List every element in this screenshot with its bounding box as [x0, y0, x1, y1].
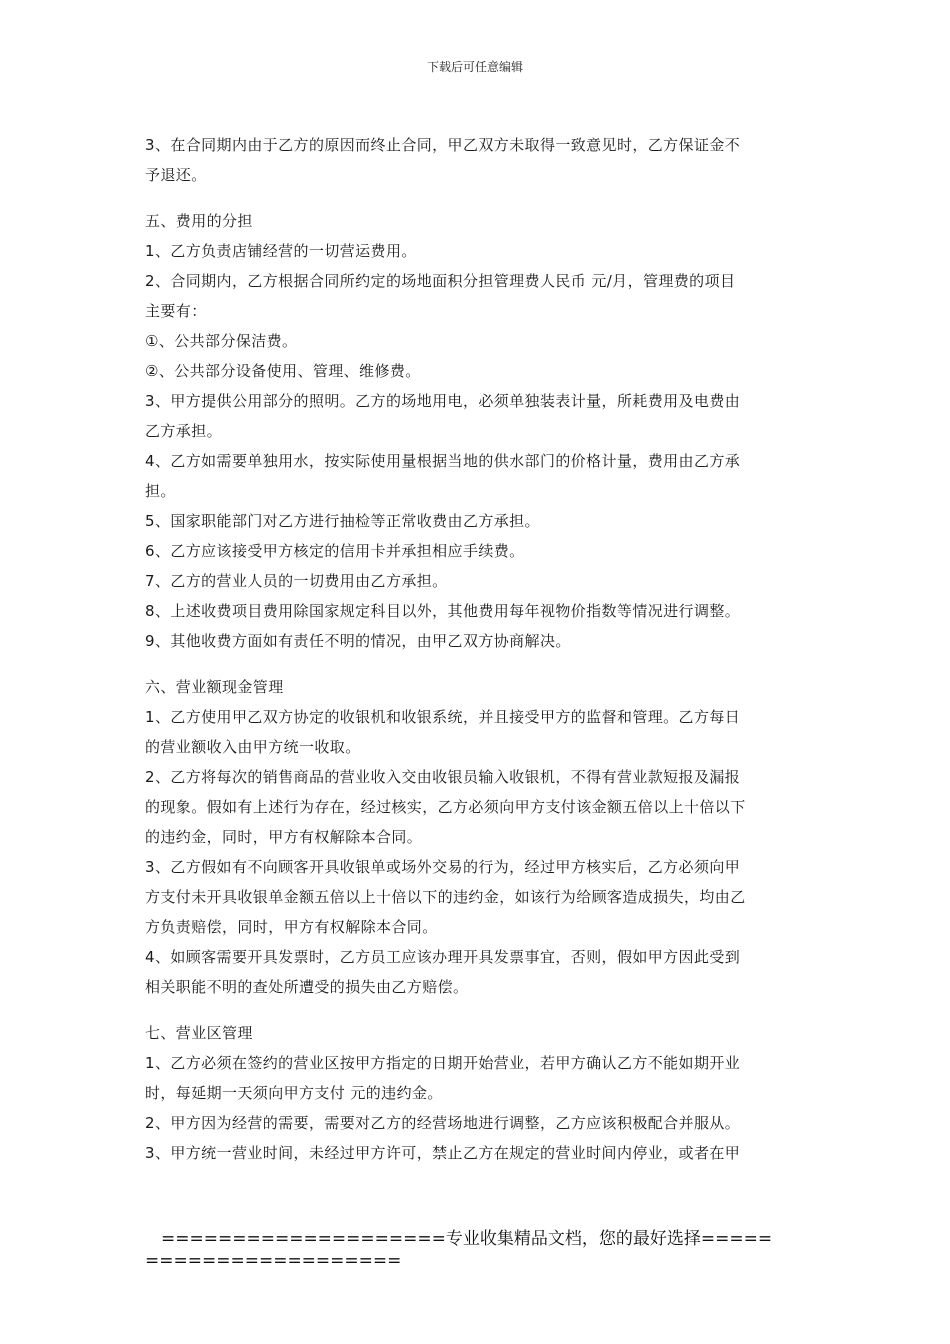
paragraph-gap	[145, 190, 805, 206]
document-line: 相关职能不明的查处所遭受的损失由乙方赔偿。	[145, 978, 469, 996]
footer-line-2: ==================	[145, 1251, 402, 1271]
document-line: 8、上述收费项目费用除国家规定科目以外，其他费用每年视物价指数等情况进行调整。	[145, 602, 741, 620]
document-line: 担。	[145, 482, 176, 500]
document-line: 3、在合同期内由于乙方的原因而终止合同，甲乙双方未取得一致意见时，乙方保证金不	[145, 136, 741, 154]
document-line: 五、费用的分担	[145, 212, 253, 230]
document-line: 9、其他收费方面如有责任不明的情况，由甲乙双方协商解决。	[145, 632, 571, 650]
document-line: 方支付未开具收银单金额五倍以上十倍以下的违约金，如该行为给顾客造成损失，均由乙	[145, 888, 746, 906]
document-line: 4、乙方如需要单独用水，按实际使用量根据当地的供水部门的价格计量，费用由乙方承	[145, 452, 741, 470]
document-line: 主要有：	[145, 302, 207, 320]
document-line: 乙方承担。	[145, 422, 223, 440]
document-line: 七、营业区管理	[145, 1024, 253, 1042]
document-body	[145, 130, 805, 1168]
document-line: 六、营业额现金管理	[145, 678, 284, 696]
document-line: 时，每延期一天须向甲方支付 元的违约金。	[145, 1084, 443, 1102]
document-line: 3、乙方假如有不向顾客开具收银单或场外交易的行为，经过甲方核实后，乙方必须向甲	[145, 858, 741, 876]
document-line: 4、如顾客需要开具发票时，乙方员工应该办理开具发票事宜，否则，假如甲方因此受到	[145, 948, 741, 966]
document-line: 予退还。	[145, 166, 207, 184]
page-header-note: 下载后可任意编辑	[426, 60, 523, 74]
document-line: 6、乙方应该接受甲方核定的信用卡并承担相应手续费。	[145, 542, 525, 560]
document-line: 的现象。假如有上述行为存在，经过核实，乙方必须向甲方支付该金额五倍以上十倍以下	[145, 798, 746, 816]
document-line: 3、甲方统一营业时间，未经过甲方许可，禁止乙方在规定的营业时间内停业，或者在甲	[145, 1144, 741, 1162]
page-footer	[145, 1228, 825, 1272]
paragraph-gap	[145, 656, 805, 672]
document-line: 的违约金，同时，甲方有权解除本合同。	[145, 828, 423, 846]
document-line: ①、公共部分保洁费。	[145, 332, 298, 350]
document-line: 1、乙方必须在签约的营业区按甲方指定的日期开始营业，若甲方确认乙方不能如期开业	[145, 1054, 741, 1072]
document-line: 3、甲方提供公用部分的照明。乙方的场地用电，必须单独装表计量，所耗费用及电费由	[145, 392, 741, 410]
document-line: 2、乙方将每次的销售商品的营业收入交由收银员输入收银机，不得有营业款短报及漏报	[145, 768, 741, 786]
document-line: 1、乙方使用甲乙双方协定的收银机和收银系统，并且接受甲方的监督和管理。乙方每日	[145, 708, 741, 726]
document-line: 5、国家职能部门对乙方进行抽检等正常收费由乙方承担。	[145, 512, 540, 530]
document-line: 2、合同期内，乙方根据合同所约定的场地面积分担管理费人民币 元/月，管理费的项目	[145, 272, 736, 290]
paragraph-gap	[145, 1002, 805, 1018]
document-line: 2、甲方因为经营的需要，需要对乙方的经营场地进行调整，乙方应该积极配合并服从。	[145, 1114, 741, 1132]
document-line: 7、乙方的营业人员的一切费用由乙方承担。	[145, 572, 448, 590]
footer-line-1: ====================专业收集精品文档，您的最好选择=====	[161, 1229, 773, 1249]
document-line: 方负责赔偿，同时，甲方有权解除本合同。	[145, 918, 438, 936]
document-line: 1、乙方负责店铺经营的一切营运费用。	[145, 242, 417, 260]
document-line: ②、公共部分设备使用、管理、维修费。	[145, 362, 421, 380]
document-line: 的营业额收入由甲方统一收取。	[145, 738, 361, 756]
